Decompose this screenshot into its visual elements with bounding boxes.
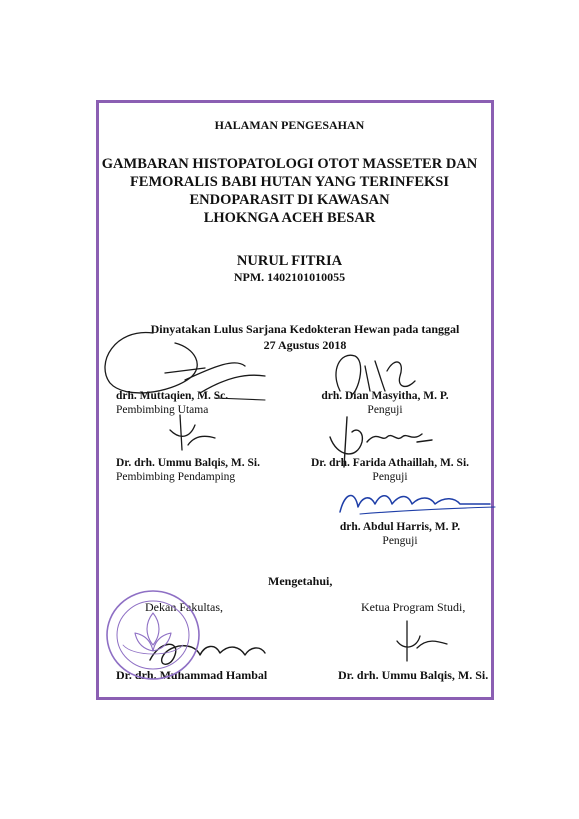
signature-ummu-balqis-1: [160, 410, 230, 460]
declaration-line-1: Dinyatakan Lulus Sarjana Kedokteran Hewan pada tanggal: [150, 322, 460, 336]
faculty-stamp: [103, 585, 203, 685]
thesis-title-line-3: ENDOPARASIT DI KAWASAN: [189, 192, 390, 208]
signature-dian-masyitha: [325, 346, 435, 401]
author-name: NURUL FITRIA: [236, 253, 343, 269]
pembimbing-pendamping-name: Dr. drh. Ummu Balqis, M. Si.: [116, 457, 260, 469]
thesis-title-line-1: GAMBARAN HISTOPATOLOGI OTOT MASSETER DAN: [101, 156, 478, 172]
penguji-3-name: drh. Abdul Harris, M. P.: [339, 521, 461, 533]
thesis-title-line-4: LHOKNGA ACEH BESAR: [203, 210, 376, 226]
program-head-name: Dr. drh. Ummu Balqis, M. Si.: [338, 668, 489, 682]
penguji-1-name: drh. Dian Masyitha, M. P.: [321, 390, 449, 402]
dean-role: Dekan Fakultas,: [145, 600, 223, 614]
dean-name: Dr. drh. Muhammad Hambal: [116, 668, 268, 682]
pembimbing-utama-role: Pembimbing Utama: [116, 404, 209, 416]
signature-farida-athaillah: [322, 412, 437, 472]
pembimbing-utama-name: drh. Muttaqien, M. Sc.: [116, 390, 229, 402]
pembimbing-pendamping-role: Pembimbing Pendamping: [116, 471, 236, 483]
declaration-date: 27 Agustus 2018: [263, 338, 347, 352]
penguji-2-name: Dr. drh. Farida Athaillah, M. Si.: [310, 457, 470, 469]
penguji-1-role: Penguji: [367, 404, 403, 416]
author-npm: NPM. 1402101010055: [233, 270, 346, 284]
signature-muttaqien: [95, 318, 275, 413]
signature-abdul-harris: [330, 482, 500, 522]
penguji-3-role: Penguji: [382, 535, 418, 547]
approval-label: Mengetahui,: [268, 574, 333, 588]
penguji-2-role: Penguji: [372, 471, 408, 483]
page-heading: HALAMAN PENGESAHAN: [214, 118, 365, 132]
signature-ummu-balqis-2: [392, 616, 452, 666]
program-head-role: Ketua Program Studi,: [361, 600, 466, 614]
thesis-title-line-2: FEMORALIS BABI HUTAN YANG TERINFEKSI: [129, 174, 450, 190]
